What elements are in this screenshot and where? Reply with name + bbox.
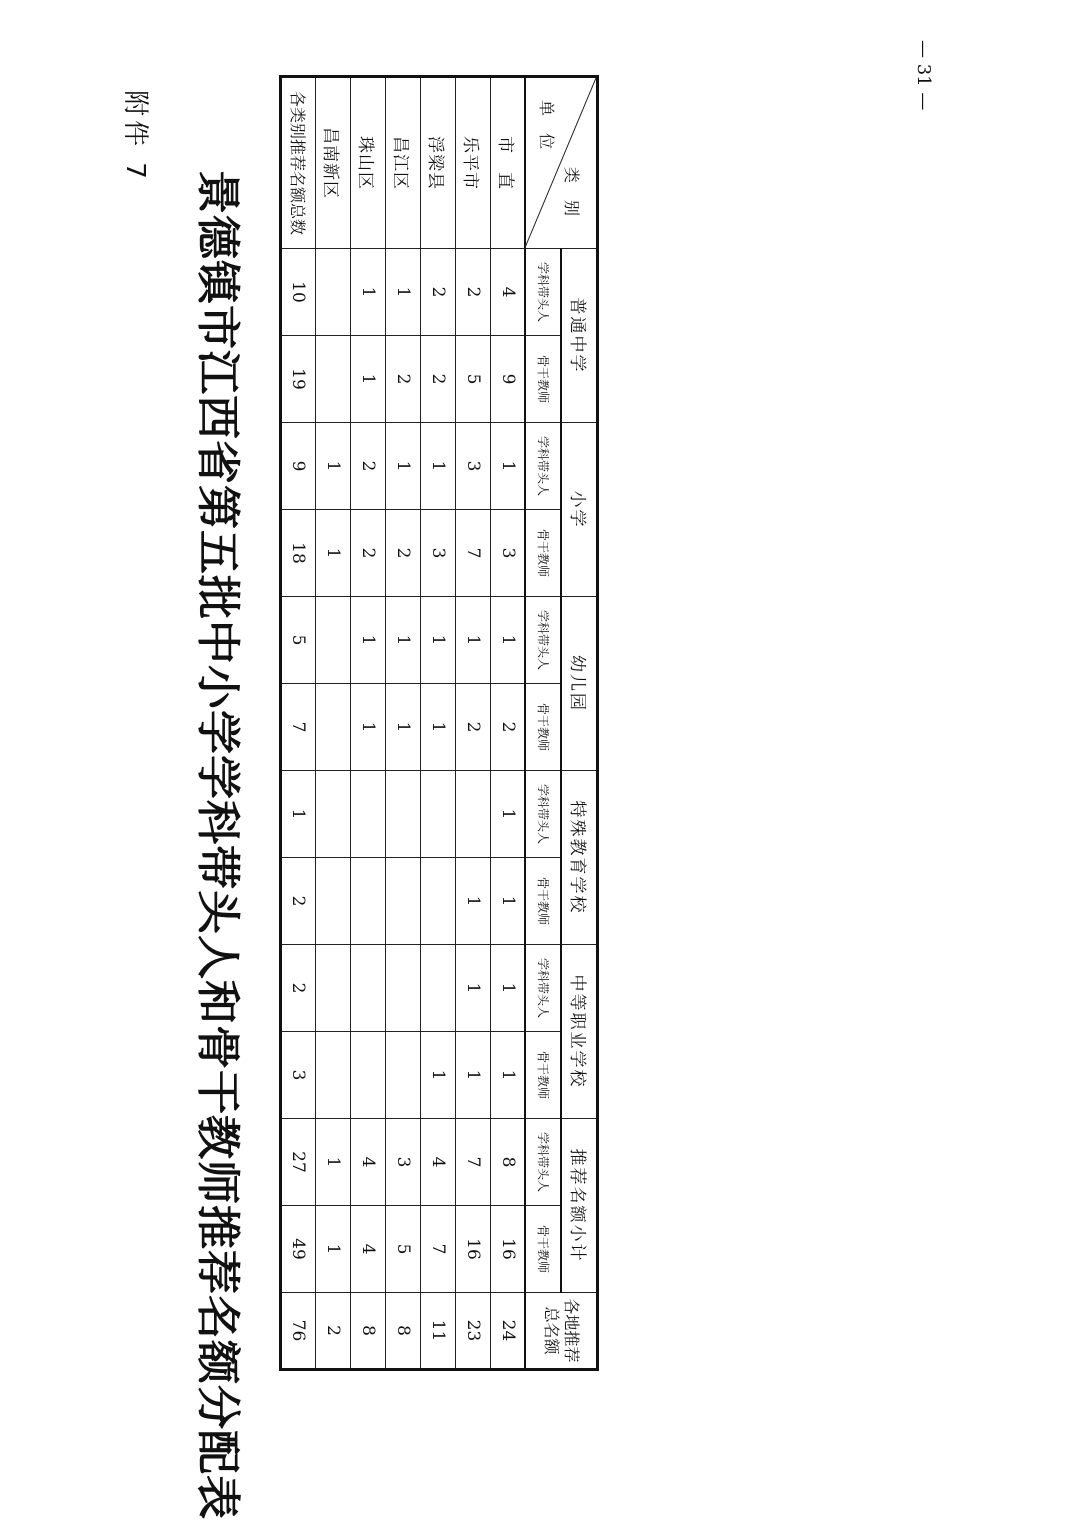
cell-value: 11 [421,1293,456,1370]
total-value: 10 [281,249,316,336]
total-value: 2 [281,945,316,1032]
cell-value: 1 [456,945,491,1032]
sub-header-key-teacher: 骨干教师 [526,510,562,597]
total-value: 7 [281,684,316,771]
group-kindergarten: 幼儿园 [562,597,598,771]
cell-value: 2 [386,510,421,597]
total-value: 9 [281,423,316,510]
document-title: 景德镇市江西省第五批中小学学科带头人和骨干教师推荐名额分配表 [192,170,243,1520]
region-name: 昌南新区 [316,77,351,249]
page-number: — 31 — [913,40,934,111]
cell-value: 1 [386,249,421,336]
cell-value: 3 [491,510,526,597]
cell-value: 1 [386,423,421,510]
cell-value [316,1032,351,1119]
cell-value: 7 [421,1206,456,1293]
cell-value [316,249,351,336]
total-value: 27 [281,1119,316,1206]
cell-value: 4 [351,1206,386,1293]
cell-value: 1 [491,1032,526,1119]
cell-value: 16 [491,1206,526,1293]
group-primary-school: 小学 [562,423,598,597]
cell-value: 1 [491,858,526,945]
group-ordinary-middle-school: 普通中学 [562,249,598,423]
cell-value: 1 [351,249,386,336]
cell-value: 8 [351,1293,386,1370]
table-row [491,77,526,1370]
sub-header-key-teacher: 骨干教师 [526,858,562,945]
cell-value: 3 [456,423,491,510]
cell-value [316,336,351,423]
cell-value [316,858,351,945]
cell-value: 24 [491,1293,526,1370]
cell-value: 3 [421,510,456,597]
sub-header-leader: 学科带头人 [526,249,562,336]
total-value: 2 [281,858,316,945]
cell-value: 7 [456,510,491,597]
cell-value: 9 [491,336,526,423]
sub-header-key-teacher: 骨干教师 [526,684,562,771]
cell-value: 1 [491,771,526,858]
cell-value: 7 [456,1119,491,1206]
table-row [386,77,421,1370]
table-row [351,77,386,1370]
region-name: 乐平市 [456,77,491,249]
totals-row [281,77,316,1370]
group-subtotal: 推荐名额小计 [562,1119,598,1293]
region-name: 浮梁县 [421,77,456,249]
region-name: 昌江区 [386,77,421,249]
cell-value [351,858,386,945]
total-value: 19 [281,336,316,423]
cell-value: 1 [316,510,351,597]
sub-header-leader: 学科带头人 [526,1119,562,1206]
attachment-label: 附件 7 [120,90,150,183]
cell-value: 8 [491,1119,526,1206]
cell-value: 2 [456,249,491,336]
cell-value: 3 [386,1119,421,1206]
sub-header-leader: 学科带头人 [526,771,562,858]
cell-value: 4 [421,1119,456,1206]
region-name: 珠山区 [351,77,386,249]
cell-value [316,945,351,1032]
total-value: 49 [281,1206,316,1293]
cell-value: 1 [386,597,421,684]
sub-header-leader: 学科带头人 [526,423,562,510]
table-row [421,77,456,1370]
cell-value: 4 [491,249,526,336]
cell-value: 1 [491,423,526,510]
cell-value: 23 [456,1293,491,1370]
header-unit: 单 位 [537,100,557,156]
cell-value [386,771,421,858]
cell-value: 2 [386,336,421,423]
cell-value: 2 [351,423,386,510]
cell-value: 2 [491,684,526,771]
header-category: 类 别 [562,166,581,222]
cell-value [351,771,386,858]
cell-value: 1 [456,597,491,684]
cell-value: 5 [456,336,491,423]
totals-label: 各类别推荐名额总数 [281,77,316,249]
cell-value [386,858,421,945]
cell-value [316,597,351,684]
allocation-table [279,75,599,1371]
cell-value: 1 [351,336,386,423]
cell-value: 1 [316,423,351,510]
cell-value [386,945,421,1032]
cell-value: 1 [456,858,491,945]
total-value: 18 [281,510,316,597]
cell-value [316,771,351,858]
cell-value [456,771,491,858]
sub-header-key-teacher: 骨干教师 [526,1032,562,1119]
cell-value [316,684,351,771]
cell-value: 1 [421,597,456,684]
cell-value: 2 [456,684,491,771]
group-vocational-school: 中等职业学校 [562,945,598,1119]
cell-value: 2 [421,249,456,336]
cell-value: 1 [491,945,526,1032]
cell-value: 1 [351,597,386,684]
cell-value [421,771,456,858]
group-special-education: 特殊教育学校 [562,771,598,945]
diagonal-line [524,78,596,250]
cell-value: 8 [386,1293,421,1370]
total-value: 1 [281,771,316,858]
cell-value: 4 [351,1119,386,1206]
total-value: 76 [281,1293,316,1370]
region-name: 市 直 [491,77,526,249]
cell-value: 1 [316,1206,351,1293]
cell-value [351,945,386,1032]
cell-value: 1 [456,1032,491,1119]
cell-value [421,945,456,1032]
cell-value: 2 [316,1293,351,1370]
sub-header-key-teacher: 骨干教师 [526,336,562,423]
cell-value: 2 [421,336,456,423]
table-row [316,77,351,1370]
cell-value [421,858,456,945]
cell-value [386,1032,421,1119]
table-row [456,77,491,1370]
cell-value: 16 [456,1206,491,1293]
sub-header-key-teacher: 骨干教师 [526,1206,562,1293]
total-value: 5 [281,597,316,684]
header-total-quota: 各地推荐总名额 [526,1293,598,1370]
sub-header-leader: 学科带头人 [526,945,562,1032]
header-diagonal-cell [526,77,598,249]
cell-value: 2 [351,510,386,597]
cell-value: 1 [386,684,421,771]
cell-value: 1 [421,684,456,771]
cell-value: 1 [491,597,526,684]
cell-value: 1 [421,423,456,510]
cell-value: 5 [386,1206,421,1293]
cell-value [351,1032,386,1119]
cell-value: 1 [421,1032,456,1119]
sub-header-leader: 学科带头人 [526,597,562,684]
cell-value: 1 [316,1119,351,1206]
cell-value: 1 [351,684,386,771]
total-value: 3 [281,1032,316,1119]
